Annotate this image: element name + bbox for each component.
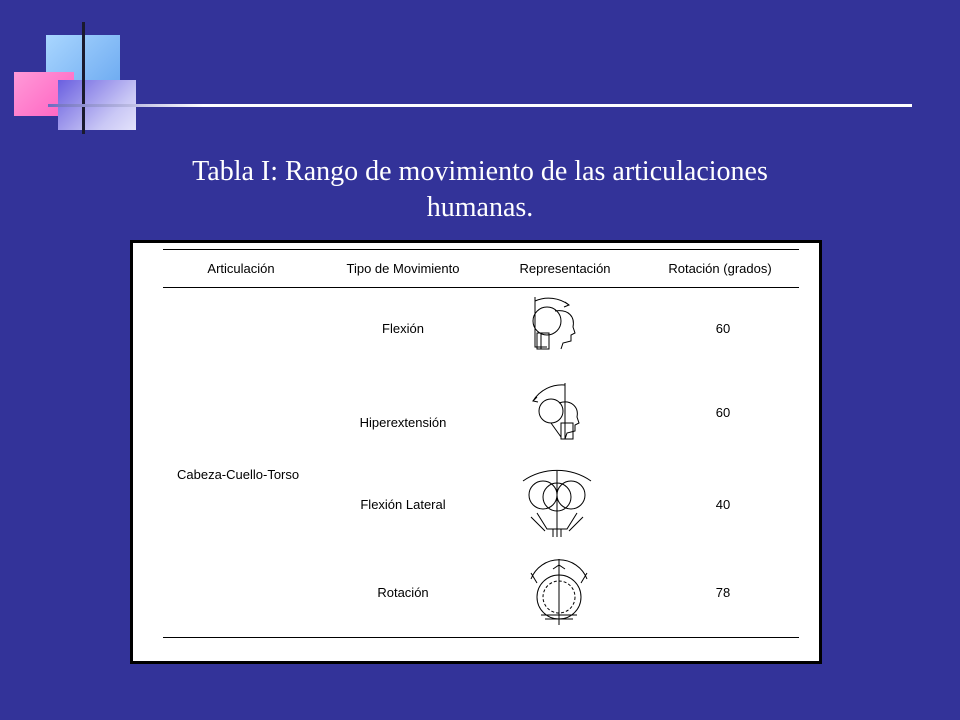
joint-name: Cabeza-Cuello-Torso [177, 467, 300, 482]
row-3-rotation: 40 [715, 497, 731, 512]
range-of-motion-table [130, 240, 822, 664]
head-lateral-flexion-icon [517, 467, 597, 543]
head-flexion-icon [525, 293, 585, 359]
slide-title [100, 154, 860, 226]
row-1-movement: Flexión [382, 321, 424, 336]
header-articulacion: Articulación [207, 261, 275, 276]
head-rotation-icon [523, 557, 595, 627]
row-2-movement: Hiperextensión [359, 415, 447, 430]
header-rotacion: Rotación (grados) [668, 261, 772, 276]
header-tipo-movimiento: Tipo de Movimiento [346, 261, 460, 276]
decor-vertical-line [82, 22, 85, 134]
table-header-rule [163, 287, 799, 288]
header-representacion: Representación [519, 261, 611, 276]
decor-horizontal-line [48, 104, 912, 107]
row-4-rotation: 78 [715, 585, 731, 600]
row-4-movement: Rotación [377, 585, 429, 600]
row-2-rotation: 60 [715, 405, 731, 420]
row-1-rotation: 60 [715, 321, 731, 336]
slide-title-line-1: Tabla I: Rango de movimiento de las articulaciones [192, 156, 768, 187]
table-bottom-rule [163, 637, 799, 638]
slide-title-line-2: humanas. [426, 192, 534, 223]
head-hyperextension-icon [525, 381, 587, 447]
table-top-rule [163, 249, 799, 250]
row-3-movement: Flexión Lateral [360, 497, 446, 512]
